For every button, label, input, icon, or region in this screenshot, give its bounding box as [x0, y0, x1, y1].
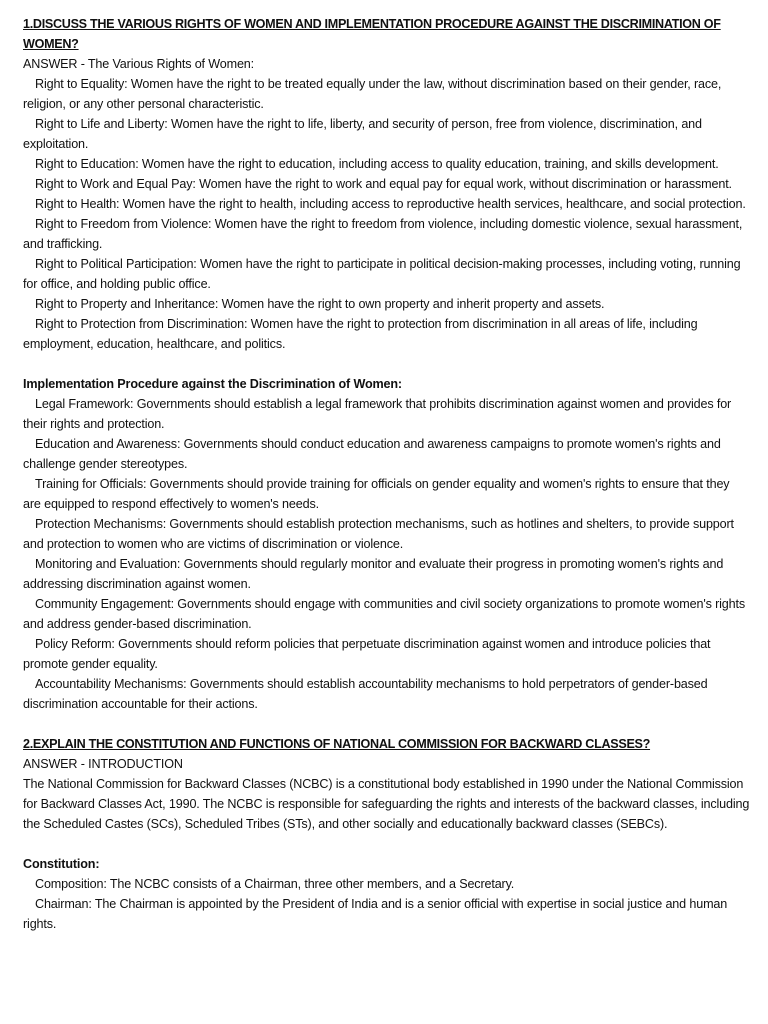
list-item: Protection Mechanisms: Governments should establish protection mechanisms, such as hotlines and shelters, to provide support and protection to women who are victims of discrimination or violence.: [23, 517, 734, 551]
implementation-heading: Implementation Procedure against the Discrimination of Women:: [23, 377, 402, 391]
document-page: [23, 14, 750, 934]
list-item: Community Engagement: Governments should engage with communities and civil society organizations to promote women's rights and address gender-based discrimination.: [23, 597, 745, 631]
list-item: Right to Protection from Discrimination: Women have the right to protection from discrimination in all areas of life, including employment, education, healthcare, and politics.: [23, 317, 698, 351]
rights-list: [23, 74, 750, 354]
spacer: [23, 714, 750, 734]
list-item: Right to Property and Inheritance: Women have the right to own property and inherit property and assets.: [35, 297, 605, 311]
list-item: Right to Freedom from Violence: Women have the right to freedom from violence, including domestic violence, sexual harassment, and trafficking.: [23, 217, 743, 251]
list-item: Right to Life and Liberty: Women have the right to life, liberty, and security of person, free from violence, discrimination, and exploitation.: [23, 117, 702, 151]
list-item: Right to Equality: Women have the right to be treated equally under the law, without discrimination based on their gender, race, religion, or any other personal characteristic.: [23, 77, 722, 111]
list-item: Accountability Mechanisms: Governments should establish accountability mechanisms to hold perpetrators of gender-based discrimination accountable for their actions.: [23, 677, 708, 711]
list-item: Right to Political Participation: Women have the right to participate in political decision-making processes, including voting, running for office, and holding public office.: [23, 257, 741, 291]
list-item: Policy Reform: Governments should reform policies that perpetuate discrimination against women and introduce policies that promote gender equality.: [23, 637, 711, 671]
constitution-heading: Constitution:: [23, 857, 100, 871]
list-item: Right to Work and Equal Pay: Women have the right to work and equal pay for equal work, without discrimination or harassment.: [35, 177, 732, 191]
constitution-list: [23, 874, 750, 934]
list-item: Training for Officials: Governments should provide training for officials on gender equality and women's rights to ensure that they are equipped to respond effectively to women's needs.: [23, 477, 730, 511]
list-item: Chairman: The Chairman is appointed by the President of India and is a senior official with expertise in social justice and human rights.: [23, 897, 728, 931]
list-item: Education and Awareness: Governments should conduct education and awareness campaigns to promote women's rights and challenge gender stereotypes.: [23, 437, 721, 471]
list-item: Right to Education: Women have the right to education, including access to quality education, training, and skills development.: [35, 157, 719, 171]
spacer: [23, 834, 750, 854]
answer-label: ANSWER - The Various Rights of Women:: [23, 57, 255, 71]
list-item: Monitoring and Evaluation: Governments should regularly monitor and evaluate their progress in promoting women's rights and addressing discrimination against women.: [23, 557, 724, 591]
list-item: Right to Health: Women have the right to health, including access to reproductive health services, healthcare, and social protection.: [35, 197, 746, 211]
answer-label: ANSWER - INTRODUCTION: [23, 757, 183, 771]
intro-paragraph: The National Commission for Backward Classes (NCBC) is a constitutional body established in 1990 under the National Commission for Backward Classes Act, 1990. The NCBC is responsible for safeguarding the rights and interests of the backward classes, including the Scheduled Castes (SCs), Scheduled Tribes (STs), and other socially and educationally backward classes (SEBCs).: [23, 777, 750, 831]
list-item: Composition: The NCBC consists of a Chairman, three other members, and a Secretary.: [35, 877, 515, 891]
implementation-list: [23, 394, 750, 714]
question-2-heading: 2.EXPLAIN THE CONSTITUTION AND FUNCTIONS OF NATIONAL COMMISSION FOR BACKWARD CLASSES?: [23, 737, 651, 751]
spacer: [23, 354, 750, 374]
list-item: Legal Framework: Governments should establish a legal framework that prohibits discrimination against women and provides for their rights and protection.: [23, 397, 732, 431]
question-1-heading: 1.DISCUSS THE VARIOUS RIGHTS OF WOMEN AND IMPLEMENTATION PROCEDURE AGAINST THE DISCRIMINATION OF WOMEN?: [23, 17, 721, 51]
